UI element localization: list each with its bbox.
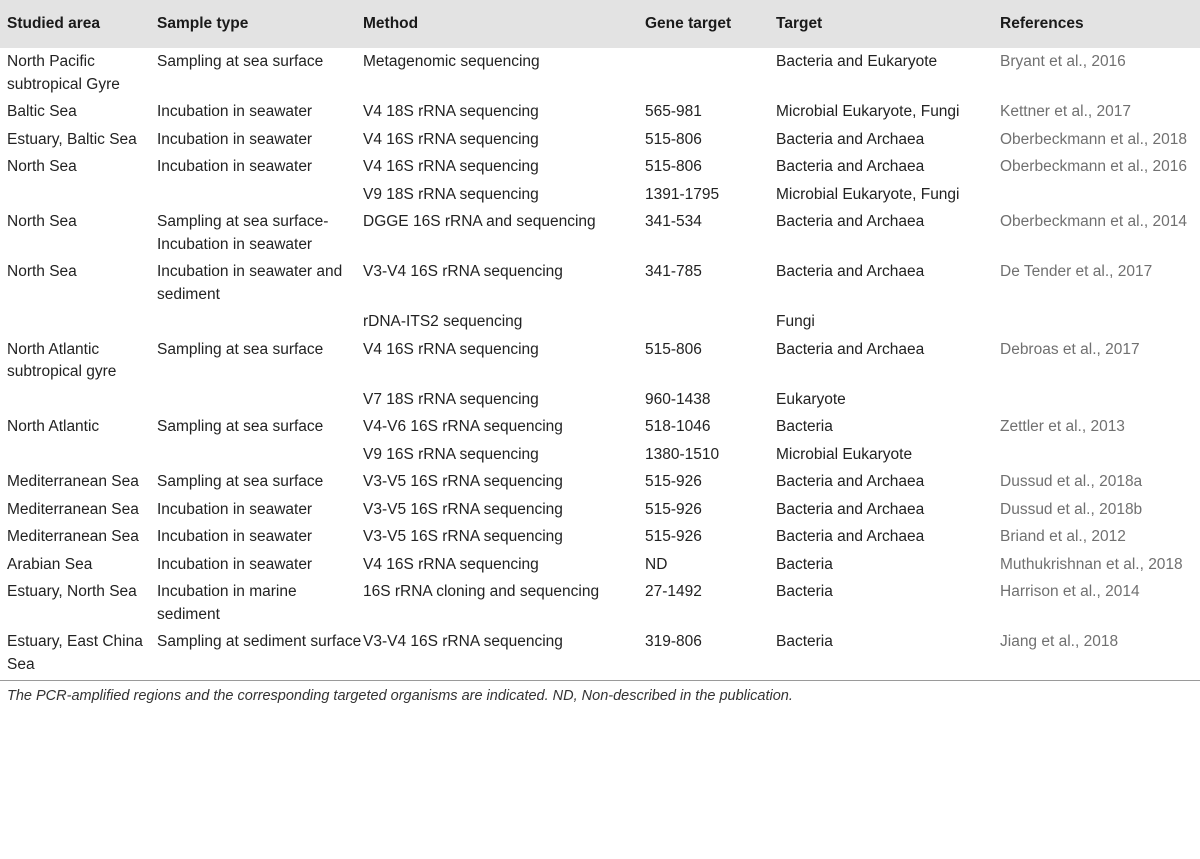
cell-target: Bacteria and Archaea bbox=[776, 528, 925, 545]
cell-target: Bacteria bbox=[776, 555, 833, 573]
cell-target: Microbial Eukaryote, Fungi bbox=[776, 103, 960, 120]
cell-studied-area: North Sea bbox=[7, 213, 77, 230]
cell-method: V4-V6 16S rRNA sequencing bbox=[363, 418, 563, 435]
cell-gene-target: 27-1492 bbox=[645, 583, 702, 600]
cell-studied-area: Arabian Sea bbox=[7, 555, 93, 573]
cell-reference: Zettler et al., 2013 bbox=[1000, 418, 1125, 435]
table-row bbox=[0, 98, 1200, 126]
cell-target: Bacteria bbox=[776, 418, 833, 435]
cell-gene-target: 319-806 bbox=[645, 628, 776, 681]
cell-target: Bacteria and Archaea bbox=[776, 263, 925, 280]
cell-sample-type bbox=[157, 181, 363, 209]
cell-sample-type bbox=[157, 386, 363, 414]
header-sample-type: Sample type bbox=[157, 15, 249, 32]
cell-sample-type: Incubation in seawater bbox=[157, 555, 313, 573]
table-row bbox=[0, 258, 1200, 308]
cell-method: V4 18S rRNA sequencing bbox=[363, 103, 539, 120]
header-target: Target bbox=[776, 15, 823, 32]
cell-gene-target bbox=[645, 308, 776, 336]
table-row bbox=[0, 551, 1200, 579]
cell-studied-area bbox=[0, 308, 157, 336]
cell-sample-type: Sampling at sea surface bbox=[157, 418, 324, 435]
table-row bbox=[0, 496, 1200, 524]
table-row bbox=[0, 578, 1200, 628]
table-row bbox=[0, 468, 1200, 496]
table-row bbox=[0, 628, 1200, 681]
cell-method: V9 18S rRNA sequencing bbox=[363, 185, 539, 203]
cell-sample-type: Incubation in marine sediment bbox=[157, 583, 297, 623]
cell-target: Bacteria and Eukaryote bbox=[776, 53, 938, 70]
table-footnote: The PCR-amplified regions and the corresponding targeted organisms are indicated. ND, Non-described in the publication. bbox=[7, 688, 793, 704]
cell-reference bbox=[1000, 308, 1200, 336]
cell-sample-type: Incubation in seawater bbox=[157, 500, 313, 518]
cell-sample-type: Sampling at sea surface bbox=[157, 473, 324, 490]
table-row bbox=[0, 386, 1200, 414]
table-row bbox=[0, 523, 1200, 551]
cell-gene-target: 960-1438 bbox=[645, 390, 711, 408]
cell-method: V7 18S rRNA sequencing bbox=[363, 390, 539, 408]
cell-studied-area: Mediterranean Sea bbox=[7, 500, 139, 518]
cell-studied-area: North Sea bbox=[7, 158, 77, 175]
cell-method: V3-V4 16S rRNA sequencing bbox=[363, 263, 563, 280]
cell-sample-type: Sampling at sea surface bbox=[157, 53, 324, 70]
cell-gene-target: 341-534 bbox=[645, 213, 702, 230]
table-row bbox=[0, 413, 1200, 441]
cell-target: Bacteria and Archaea bbox=[776, 213, 925, 230]
table-row bbox=[0, 336, 1200, 386]
cell-gene-target: 515-806 bbox=[645, 158, 702, 175]
cell-studied-area: Baltic Sea bbox=[7, 103, 77, 120]
cell-reference bbox=[1000, 181, 1200, 209]
cell-reference: Debroas et al., 2017 bbox=[1000, 340, 1140, 358]
cell-sample-type bbox=[157, 308, 363, 336]
cell-target: Bacteria and Archaea bbox=[776, 340, 925, 358]
cell-reference: De Tender et al., 2017 bbox=[1000, 263, 1153, 280]
cell-sample-type: Incubation in seawater bbox=[157, 103, 313, 120]
cell-reference: Jiang et al., 2018 bbox=[1000, 628, 1200, 681]
cell-reference bbox=[1000, 441, 1200, 469]
cell-sample-type: Incubation in seawater bbox=[157, 528, 313, 545]
cell-studied-area bbox=[0, 441, 157, 469]
table-body bbox=[0, 48, 1200, 681]
cell-studied-area: Mediterranean Sea bbox=[7, 528, 139, 545]
cell-sample-type: Sampling at sediment surface bbox=[157, 628, 363, 681]
table-row bbox=[0, 48, 1200, 98]
cell-studied-area: North Pacific subtropical Gyre bbox=[7, 53, 120, 93]
cell-studied-area: Estuary, North Sea bbox=[7, 583, 137, 600]
cell-sample-type: Sampling at sea surface- Incubation in seawater bbox=[157, 213, 329, 253]
cell-gene-target bbox=[645, 48, 776, 98]
cell-studied-area: Estuary, Baltic Sea bbox=[7, 130, 137, 148]
cell-method: DGGE 16S rRNA and sequencing bbox=[363, 213, 596, 230]
cell-gene-target: 515-926 bbox=[645, 500, 702, 518]
cell-method: V4 16S rRNA sequencing bbox=[363, 555, 539, 573]
table-row bbox=[0, 208, 1200, 258]
cell-method: 16S rRNA cloning and sequencing bbox=[363, 583, 600, 600]
header-gene-target: Gene target bbox=[645, 15, 732, 32]
cell-target: Bacteria and Archaea bbox=[776, 500, 925, 518]
cell-sample-type bbox=[157, 441, 363, 469]
cell-reference: Oberbeckmann et al., 2014 bbox=[1000, 213, 1187, 230]
cell-gene-target: 515-806 bbox=[645, 340, 702, 358]
cell-studied-area: North Sea bbox=[7, 263, 77, 280]
cell-method: V4 16S rRNA sequencing bbox=[363, 340, 539, 358]
cell-reference bbox=[1000, 386, 1200, 414]
cell-method: V9 16S rRNA sequencing bbox=[363, 445, 539, 463]
cell-reference: Oberbeckmann et al., 2018 bbox=[1000, 130, 1187, 148]
table-row bbox=[0, 181, 1200, 209]
cell-studied-area bbox=[0, 386, 157, 414]
cell-gene-target: 1380-1510 bbox=[645, 445, 720, 463]
cell-reference: Briand et al., 2012 bbox=[1000, 528, 1126, 545]
table-row bbox=[0, 308, 1200, 336]
cell-reference: Dussud et al., 2018a bbox=[1000, 473, 1143, 490]
table-row bbox=[0, 153, 1200, 181]
cell-method: V3-V4 16S rRNA sequencing bbox=[363, 628, 645, 681]
cell-method: V3-V5 16S rRNA sequencing bbox=[363, 473, 563, 490]
cell-gene-target: 515-926 bbox=[645, 473, 702, 490]
cell-method: V4 16S rRNA sequencing bbox=[363, 158, 539, 175]
cell-gene-target: 515-806 bbox=[645, 130, 702, 148]
cell-sample-type: Incubation in seawater and sediment bbox=[157, 263, 343, 303]
cell-reference: Bryant et al., 2016 bbox=[1000, 53, 1126, 70]
cell-target: Bacteria and Archaea bbox=[776, 473, 925, 490]
cell-gene-target: 565-981 bbox=[645, 103, 702, 120]
cell-studied-area: Estuary, East China Sea bbox=[0, 628, 157, 681]
cell-target: Eukaryote bbox=[776, 390, 846, 408]
cell-gene-target: ND bbox=[645, 555, 668, 573]
header-studied-area: Studied area bbox=[7, 15, 101, 32]
cell-method: Metagenomic sequencing bbox=[363, 53, 540, 70]
cell-target: Bacteria and Archaea bbox=[776, 158, 925, 175]
cell-reference: Dussud et al., 2018b bbox=[1000, 500, 1143, 518]
header-method: Method bbox=[363, 15, 419, 32]
cell-method: V3-V5 16S rRNA sequencing bbox=[363, 528, 563, 545]
cell-studied-area bbox=[0, 181, 157, 209]
header-references: References bbox=[1000, 15, 1084, 32]
cell-gene-target: 515-926 bbox=[645, 528, 702, 545]
cell-gene-target: 341-785 bbox=[645, 263, 702, 280]
cell-gene-target: 518-1046 bbox=[645, 418, 711, 435]
cell-sample-type: Incubation in seawater bbox=[157, 158, 313, 175]
cell-method: V4 16S rRNA sequencing bbox=[363, 130, 539, 148]
cell-studied-area: North Atlantic subtropical gyre bbox=[7, 340, 117, 380]
cell-target: Microbial Eukaryote bbox=[776, 445, 913, 463]
cell-sample-type: Sampling at sea surface bbox=[157, 340, 324, 358]
table-row bbox=[0, 441, 1200, 469]
cell-method: V3-V5 16S rRNA sequencing bbox=[363, 500, 563, 518]
cell-studied-area: Mediterranean Sea bbox=[7, 473, 139, 490]
cell-target: Bacteria bbox=[776, 628, 1000, 681]
header-row bbox=[0, 0, 1200, 48]
cell-reference: Kettner et al., 2017 bbox=[1000, 103, 1131, 120]
table-row bbox=[0, 126, 1200, 154]
cell-reference: Muthukrishnan et al., 2018 bbox=[1000, 555, 1183, 573]
cell-gene-target: 1391-1795 bbox=[645, 185, 720, 203]
cell-reference: Harrison et al., 2014 bbox=[1000, 583, 1140, 600]
cell-studied-area: North Atlantic bbox=[7, 418, 100, 435]
cell-target: Bacteria bbox=[776, 583, 833, 600]
cell-sample-type: Incubation in seawater bbox=[157, 130, 313, 148]
cell-target: Fungi bbox=[776, 313, 815, 330]
cell-reference: Oberbeckmann et al., 2016 bbox=[1000, 158, 1187, 175]
cell-target: Microbial Eukaryote, Fungi bbox=[776, 185, 960, 203]
cell-target: Bacteria and Archaea bbox=[776, 130, 925, 148]
cell-method: rDNA-ITS2 sequencing bbox=[363, 313, 523, 330]
